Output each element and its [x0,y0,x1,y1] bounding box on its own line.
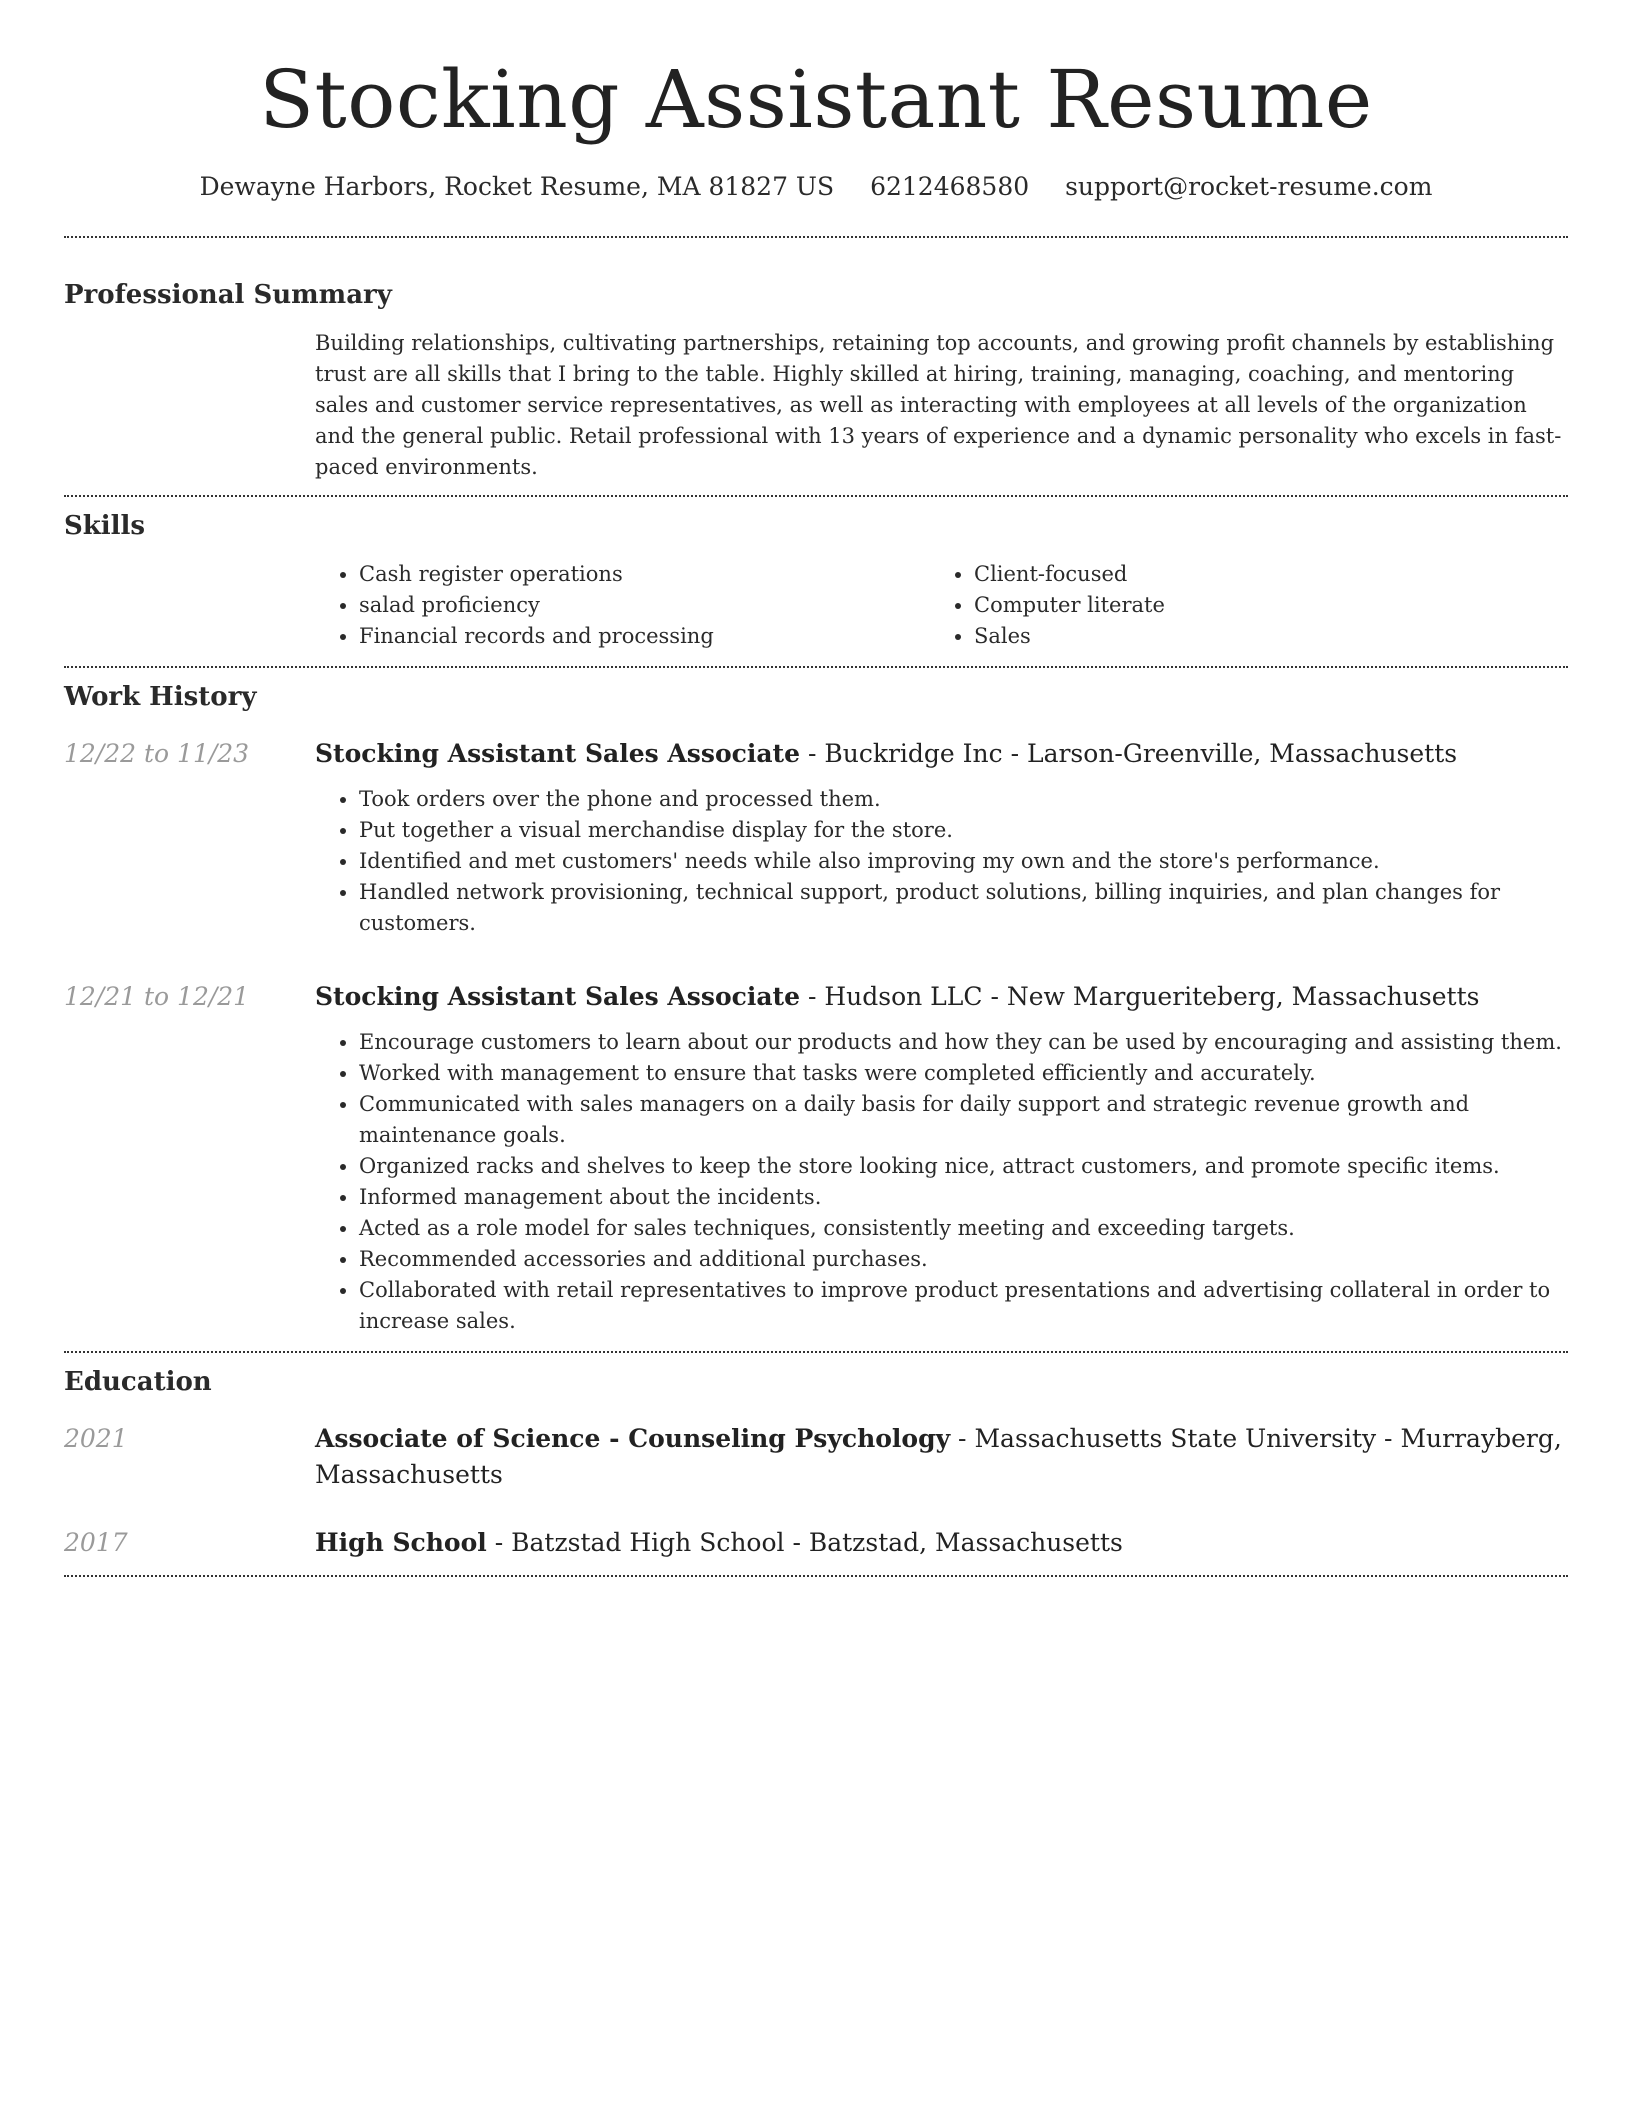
education-entry [64,1421,1568,1493]
education-year: 2017 [64,1528,128,1557]
job-bullet: • Put together a visual merchandise display for the store. [359,815,1568,846]
skill-item: • Cash register operations [359,559,930,590]
skill-item: • Computer literate [974,590,1530,621]
section-heading-summary: Professional Summary [64,280,392,310]
job-heading [315,736,1568,772]
education-degree: Associate of Science - Counseling Psychology [315,1424,951,1453]
job-employer: - Buckridge Inc - Larson-Greenville, Massachusetts [800,739,1458,768]
skills-list-right [930,559,1530,652]
skill-item: • Client-focused [974,559,1530,590]
job-employer: - Hudson LLC - New Margueriteberg, Massachusetts [800,982,1480,1011]
resume-title: Stocking Assistant Resume [259,53,1373,146]
job-bullet: • Informed management about the incidents. [359,1182,1568,1213]
job-heading [315,979,1568,1015]
job-bullet: • Recommended accessories and additional purchases. [359,1244,1568,1275]
job-details [315,736,1568,939]
job-title: Stocking Assistant Sales Associate [315,739,800,768]
work-section [64,680,1568,1337]
job-entry [64,979,1568,1337]
job-dates: 12/21 to 12/21 [64,982,250,1011]
education-heading [315,1525,1568,1561]
education-entry [64,1525,1568,1561]
job-bullet: • Collaborated with retail representatives to improve product presentations and advertising collateral in order to increase sales. [359,1275,1568,1337]
job-dates: 12/22 to 11/23 [64,739,250,768]
job-bullet: • Worked with management to ensure that tasks were completed efficiently and accurately. [359,1058,1568,1089]
skills-section [64,509,1568,652]
skills-grid [315,559,1568,652]
section-heading-work: Work History [64,682,257,712]
education-school: - Massachusetts State University - Murrayberg, Massachusetts [315,1424,1562,1489]
job-bullet: • Communicated with sales managers on a daily basis for daily support and strategic revenue growth and maintenance goals. [359,1089,1568,1151]
skill-item: • Financial records and processing [359,621,930,652]
section-heading-education: Education [64,1367,212,1397]
divider [64,666,1568,668]
education-heading [315,1421,1568,1493]
summary-text: Building relationships, cultivating partnerships, retaining top accounts, and growing profit channels by establishing trust are all skills that I bring to the table. Highly skilled at hiring, training, managing, coaching, and mentoring sales and customer service representatives, as well as interacting with employees at all levels of the organization and the general public. Retail professional with 13 years of experience and a dynamic personality who excels in fast-paced environments. [315,331,1562,479]
skill-item: • salad proficiency [359,590,930,621]
education-year: 2021 [64,1424,128,1453]
skill-item: • Sales [974,621,1530,652]
job-entry [64,736,1568,939]
section-heading-skills: Skills [64,511,146,541]
job-bullet: • Took orders over the phone and processed them. [359,784,1568,815]
contact-address: Dewayne Harbors, Rocket Resume, MA 81827 US [199,172,835,201]
divider [64,495,1568,497]
job-bullets [315,784,1568,939]
job-title: Stocking Assistant Sales Associate [315,982,800,1011]
education-details [315,1525,1568,1561]
job-bullets [315,1027,1568,1337]
contact-line [64,170,1568,204]
divider [64,236,1568,238]
contact-phone: 6212468580 [870,172,1030,201]
summary-section [64,278,1568,483]
job-bullet: • Handled network provisioning, technical support, product solutions, billing inquiries, and plan changes for customers. [359,877,1568,939]
divider [64,1351,1568,1353]
skills-list-left [315,559,930,652]
contact-email: support@rocket-resume.com [1065,172,1433,201]
job-details [315,979,1568,1337]
job-bullet: • Identified and met customers' needs while also improving my own and the store's performance. [359,846,1568,877]
resume-page [64,0,1568,1577]
education-school: - Batzstad High School - Batzstad, Massachusetts [486,1528,1123,1557]
education-details [315,1421,1568,1493]
education-degree: High School [315,1528,487,1557]
divider [64,1575,1568,1577]
education-section [64,1365,1568,1561]
job-bullet: • Encourage customers to learn about our products and how they can be used by encouraging and assisting them. [359,1027,1568,1058]
job-bullet: • Organized racks and shelves to keep the store looking nice, attract customers, and promote specific items. [359,1151,1568,1182]
job-bullet: • Acted as a role model for sales techniques, consistently meeting and exceeding targets. [359,1213,1568,1244]
